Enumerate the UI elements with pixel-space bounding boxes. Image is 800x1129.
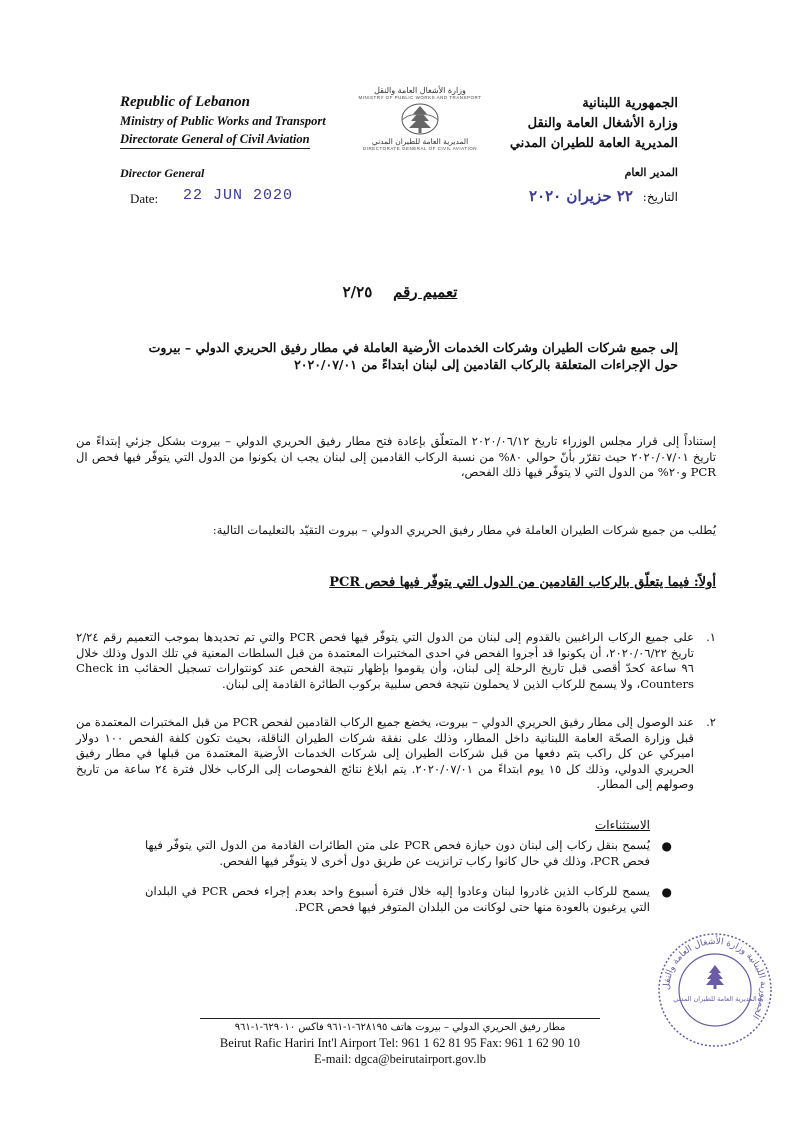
footer-contact-ar: مطار رفيق الحريري الدولي – بيروت هاتف ٦٢٨١٩٥-١-٩٦١ فاكس ٦٢٩٠١٠-١-٩٦١ — [234, 1022, 566, 1033]
header-english — [120, 93, 360, 149]
republic-name-en: Republic of Lebanon — [120, 94, 250, 110]
director-general-ar: المدير العام — [624, 166, 678, 179]
date-label-en: Date: — [130, 191, 159, 206]
ministry-name-ar: وزارة الأشغال العامة والنقل — [527, 116, 678, 131]
item-number: ١. — [706, 630, 716, 644]
instruction-item-1 — [76, 630, 716, 692]
logo-ar-bottom: المديرية العامة للطيران المدني — [371, 137, 469, 146]
logo-en-top: MINISTRY OF PUBLIC WORKS AND TRANSPORT — [358, 95, 482, 100]
addressee-line-1: إلى جميع شركات الطيران وشركات الخدمات الأرضية العاملة في مطار رفيق الحريري الدولي – بيروت — [148, 340, 678, 355]
request-paragraph: يُطلب من جميع شركات الطيران العاملة في مطار رفيق الحريري الدولي – بيروت التقيّد بالتعليمات التالية: — [212, 523, 716, 537]
bullet-text: يُسمح بنقل ركاب إلى لبنان دون حيازة فحص PCR على متن الطائرات القادمة من الدول التي يتوفّر فيها فحص PCR، وذلك في حال كانوا ركاب ترانزيت عن طريق دول أخرى لا يتوفّر فيها الفحص. — [145, 838, 650, 868]
date-label-ar: التاريخ: — [642, 190, 678, 204]
footer-email: E-mail: dgca@beirutairport.gov.lb — [313, 1052, 487, 1066]
item-text: عند الوصول إلى مطار رفيق الحريري الدولي – بيروت، يخضع جميع الركاب القادمين لفحص PCR من قبل المختبرات المعتمدة من قبل وزارة الصحّة العامة اللبنانية داخل المطار، وذلك على نفقة شركات الطيران الناقلة، بحيث تكون كلفة الفحص ١٠٠ دولار اميركي عن كل راكب يتم دفعها من قبل شركات الطيران إلى شركات الخدمات الأرضية المعتمدة من قبلها في مطار رفيق الحريري الدولي، وذلك كل ١٥ يوم ابتداءً من ٢٠٢٠/٠٧/٠١. يتم ابلاغ نتائج الفحوصات إلى الركاب خلال فترة ٢٤ ساعة من تاريخ وصولهم إلى المطار. — [76, 715, 694, 791]
section-1-title: أولاً: فيما يتعلّق بالركاب القادمين من الدول التي يتوفّر فيها فحص PCR — [329, 575, 716, 590]
date-stamp-en: 22 JUN 2020 — [183, 187, 294, 204]
seal-center-text: المديرية العامة للطيران المدني — [673, 995, 757, 1003]
official-seal — [655, 925, 775, 1055]
circular-title — [240, 283, 560, 301]
header-arabic — [418, 94, 678, 154]
ministry-name-en: Ministry of Public Works and Transport — [120, 114, 326, 128]
directorate-name-ar: المديرية العامة للطيران المدني — [509, 136, 678, 151]
exceptions-title: الاستثناءات — [594, 818, 650, 832]
director-general-en: Director General — [120, 166, 205, 180]
addressee — [78, 339, 678, 373]
date-ar — [529, 187, 678, 205]
date-value-ar: ٢٢ حزيران ٢٠٢٠ — [528, 187, 633, 205]
item-text: على جميع الركاب الراغبين بالقدوم إلى لبنان من الدول التي يتوفّر فيها فحص PCR والتي تم تحديدها بموجب التعميم رقم ٢/٢٤ تاريخ ٢٠٢٠/٠٦/٢٢، أن يكونوا قد أجروا الفحص في احدى المختبرات المعتمدة من قبل السلطات المعنية في تلك الدول وذلك خلال ٩٦ ساعة كحدّ أقصى قبل تاريخ الرحلة إلى لبنان، وأن يقوموا بإظهار نتيجة الفحص عند كونتوارات تسجيل الحقائب Check in Counters، ولا يسمح للركاب الذين لا يحملون نتيجة فحص سلبية بركوب الطائرة القادمة إلى لبنان. — [76, 630, 694, 691]
directorate-name-en: Directorate General of Civil Aviation — [120, 130, 310, 149]
seal-ring-text: الجمهورية اللبنانية وزارة الأشغال العامة والنقل — [661, 936, 769, 1021]
item-number: ٢. — [706, 715, 716, 729]
bullet-text: يسمح للركاب الذين غادروا لبنان وعادوا إليه خلال فترة أسبوع واحد بعدم إجراء فحص PCR في البلدان التي يرغبون بالعودة منها حتى لوكانت من البلدان المتوفر فيها فحص PCR. — [145, 884, 650, 914]
seal-icon — [655, 925, 775, 1055]
footer — [150, 1018, 650, 1067]
logo-ar-top: وزارة الأشغال العامة والنقل — [374, 86, 466, 95]
bullet-icon: ● — [661, 839, 672, 853]
republic-name-ar: الجمهورية اللبنانية — [582, 96, 678, 111]
bullet-icon: ● — [661, 885, 672, 899]
circular-number: ٢/٢٥ — [342, 283, 373, 301]
instruction-item-2 — [76, 715, 716, 793]
exception-bullet-1 — [145, 838, 672, 869]
addressee-line-2: حول الإجراءات المتعلقة بالركاب القادمين إلى لبنان ابتداءً من ٢٠٢٠/٠٧/٠١ — [294, 357, 678, 372]
exception-bullet-2 — [145, 884, 672, 915]
footer-divider — [200, 1018, 600, 1019]
footer-contact-en: Beirut Rafic Hariri Int'l Airport Tel: 961 1 62 81 95 Fax: 961 1 62 90 10 — [219, 1036, 581, 1050]
circular-label: تعميم رقم — [393, 283, 458, 301]
logo-en-bottom: DIRECTORATE GENERAL OF CIVIL AVIATION — [362, 146, 478, 151]
intro-paragraph: إستناداً إلى قرار مجلس الوزراء تاريخ ٢٠٢٠/٠٦/١٢ المتعلّق بإعادة فتح مطار رفيق الحريري الدولي – بيروت بشكل جزئي إبتداءً من تاريخ ٢٠٢٠/٠٧/٠١ حيث تقرّر بأنّ حوالي ٨٠% من نسبة الركاب القادمين إلى لبنان يجب ان يكونوا من الدول التي يتوفّر فيها فحص ال PCR و٢٠% من الدول التي لا يتوفّر فيها ذلك الفحص، — [76, 434, 716, 479]
